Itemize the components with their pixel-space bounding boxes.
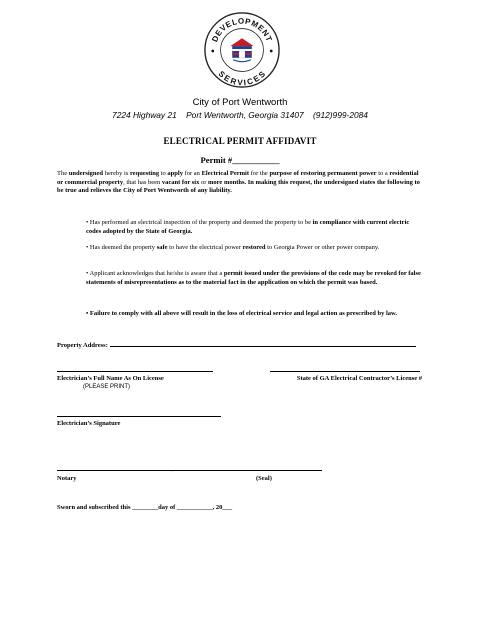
permit-number-field[interactable]: Permit #___________ xyxy=(200,155,280,165)
text-run: to xyxy=(159,170,168,177)
text-run: • Failure to comply with all above will result in the loss of electrical service and legal action as prescribed by law. xyxy=(86,310,398,317)
seal-ring-bottom-text: SERVICES xyxy=(216,68,268,87)
notary-tick-mark: ' xyxy=(172,470,174,476)
text-run: permit issued under the provisions of the code may be revoked for false statements of misrepresentations as to the material fact in the application on which the permit was based. xyxy=(86,270,421,286)
notary-label: Notary xyxy=(57,475,77,482)
electrician-name-line[interactable] xyxy=(57,371,213,372)
bullet-text xyxy=(86,244,426,253)
text-run: residential or commercial property xyxy=(57,170,419,186)
text-run: • Applicant acknowledges that he/she is aware that a xyxy=(86,270,224,277)
text-run: safe xyxy=(156,244,168,251)
seal-ring-top-text: DEVELOPMENT xyxy=(210,16,274,44)
form-title: ELECTRICAL PERMIT AFFIDAVIT xyxy=(163,136,317,146)
electrician-signature-line[interactable] xyxy=(57,416,221,417)
electrician-signature-label: Electrician’s Signature xyxy=(57,420,121,427)
bullet-safe-restore xyxy=(86,244,426,253)
text-run: to Georgia Power or other power company. xyxy=(265,244,380,251)
bullet-text xyxy=(86,270,426,287)
license-number-line[interactable] xyxy=(270,371,420,372)
text-run: vacant for six xyxy=(161,178,200,186)
text-run: restored xyxy=(242,244,266,251)
text-run: for the xyxy=(249,170,270,177)
intro-paragraph xyxy=(57,170,425,196)
electrician-name-label: Electrician’s Full Name As On License xyxy=(57,375,164,382)
org-address: 7224 Highway 21 Port Wentworth, Georgia 31407 (912)999-2084 xyxy=(112,110,368,120)
text-run: purpose of restoring permanent power xyxy=(269,170,377,177)
please-print-note: (PLEASE PRINT) xyxy=(83,384,131,390)
text-run: • Has deemed the property xyxy=(86,244,157,251)
property-address-label: Property Address: xyxy=(57,342,108,349)
text-run: • Has performed an electrical inspection of the property and deemed the property to be xyxy=(86,219,313,226)
text-run: to have the electrical power xyxy=(167,244,243,251)
text-run: hereby is xyxy=(103,170,130,177)
development-services-seal xyxy=(203,11,281,89)
property-address-row xyxy=(57,339,423,349)
text-run: for an xyxy=(182,170,202,177)
text-run: to a xyxy=(376,170,390,177)
text-run: , that has been xyxy=(123,178,162,186)
notary-line[interactable] xyxy=(57,470,322,471)
property-address-input[interactable] xyxy=(110,339,416,347)
bullet-text xyxy=(86,310,426,319)
bullet-text xyxy=(86,219,426,236)
text-run: requesting xyxy=(129,170,160,177)
bullet-compliance xyxy=(86,219,426,236)
text-run: apply xyxy=(167,170,183,177)
sworn-subscribed-line[interactable]: Sworn and subscribed this ________day of ___________, 20___ xyxy=(57,504,233,511)
text-run: more months. In making this request, the undersigned states the following to be true and relieves the City of Port Wentworth of any liability. xyxy=(57,178,420,195)
org-name: City of Port Wentworth xyxy=(192,97,288,108)
license-label: State of GA Electrical Contractor’s License # xyxy=(296,375,422,382)
seal-label: (Seal) xyxy=(256,475,272,482)
bullet-acknowledgement xyxy=(86,270,426,287)
text-run: Electrical Permit xyxy=(201,170,250,177)
text-run: in compliance with current electric codes adopted by the State of Georgia. xyxy=(86,219,410,235)
bullet-failure-consequence xyxy=(86,310,426,319)
text-run: undersigned xyxy=(68,170,104,177)
text-run: or xyxy=(199,178,208,186)
text-run: The xyxy=(57,170,69,177)
